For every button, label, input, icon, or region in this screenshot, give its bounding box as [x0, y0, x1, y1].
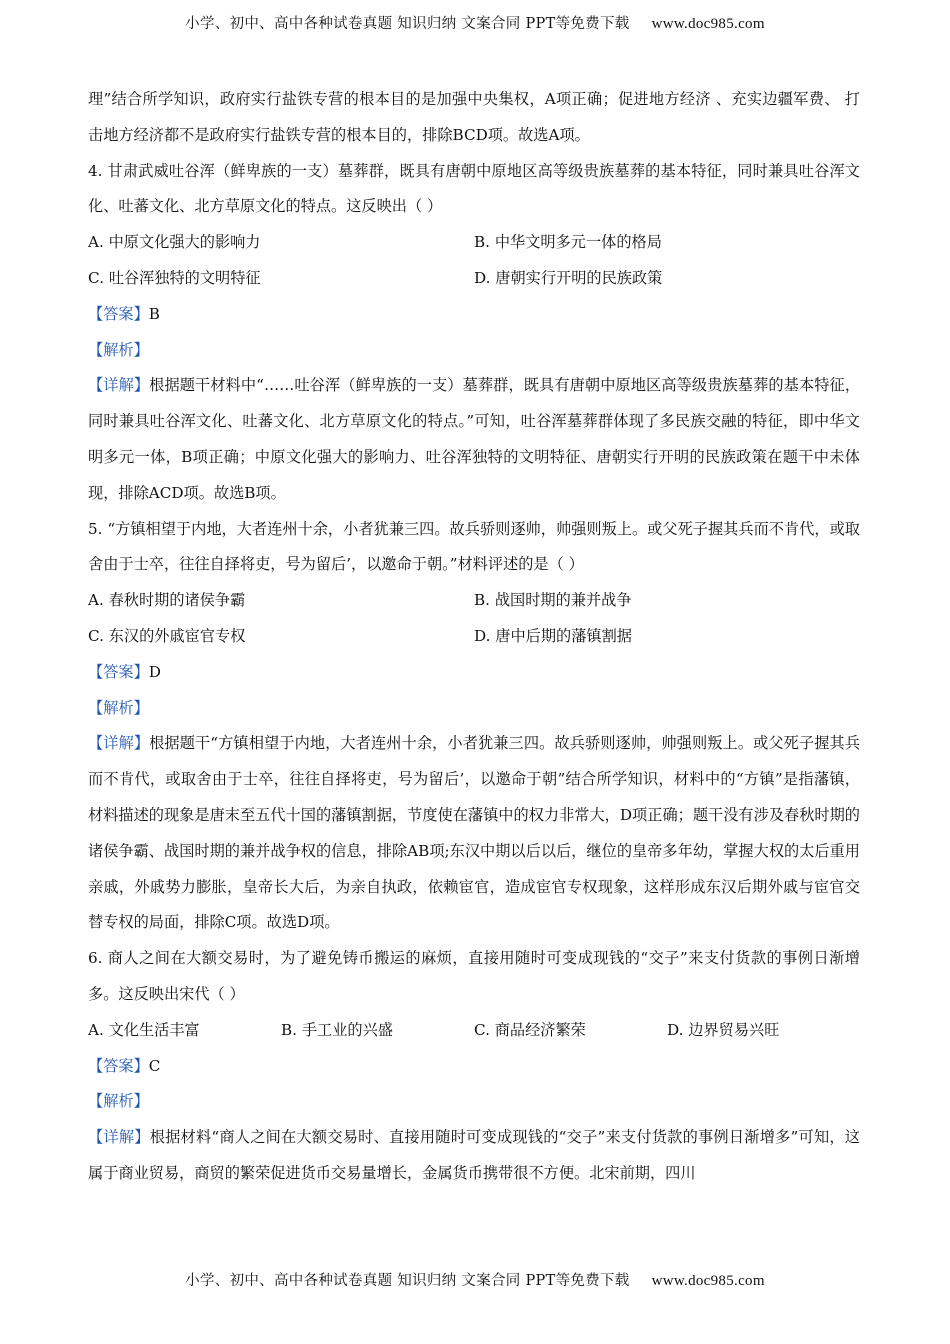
answer-value: C [148, 1056, 161, 1075]
page-header [0, 12, 950, 33]
option-b: B. 中华文明多元一体的格局 [474, 233, 662, 252]
footer-text: 小学、初中、高中各种试卷真题 知识归纳 文案合同 PPT等免费下载 [185, 1273, 630, 1289]
question-6-options [88, 1013, 860, 1049]
header-url-link[interactable]: www.doc985.com [651, 16, 765, 32]
option-c: C. 商品经济繁荣 [474, 1020, 586, 1039]
question-4-answer [88, 297, 860, 333]
detail-text: 根据题干“方镇相望于内地，大者连州十余，小者犹兼三四。故兵骄则逐帅，帅强则叛上。或父死子握其兵而不肯代，或取舍由于士卒，往往自择将吏，号为留后’，以邀命于朝”结合所学知识，材料中的“方镇”是指藩镇，材料描述的现象是唐末至五代十国的藩镇割据，节度使在藩镇中的权力非常大，D项正确；题干没有涉及春秋时期的诸侯争霸、战国时期的兼并战争权的信息，排除AB项;东汉中期以后以后，继位的皇帝多年幼，掌握大权的太后重用亲戚，外戚势力膨胀，皇帝长大后，为亲自执政，依赖宦官，造成宦官专权现象，这样形成东汉后期外戚与宦官交替专权的局面，排除C项。故选D项。 [88, 734, 861, 932]
option-d: D. 边界贸易兴旺 [667, 1020, 780, 1039]
detail-tag: 【详解】 [88, 734, 150, 753]
option-b: B. 战国时期的兼并战争 [474, 591, 632, 610]
question-5-analysis [88, 691, 860, 727]
option-c: C. 东汉的外戚宦官专权 [88, 626, 246, 645]
option-d: D. 唐朝实行开明的民族政策 [474, 268, 663, 287]
question-5-answer [88, 655, 860, 691]
detail-tag: 【详解】 [88, 376, 150, 395]
question-5-detail [88, 726, 860, 941]
footer-url-link[interactable]: www.doc985.com [651, 1273, 765, 1289]
answer-tag: 【答案】 [88, 1056, 149, 1075]
detail-text: 根据材料“商人之间在大额交易时、直接用随时可变成现钱的“交子”来支付货款的事例日渐增多”可知，这属于商业贸易，商贸的繁荣促进货币交易量增长，金属货币携带很不方便。北宋前期，四川 [88, 1128, 860, 1182]
question-4-detail [88, 368, 860, 511]
detail-text: 根据题干材料中“……吐谷浑（鲜卑族的一支）墓葬群，既具有唐朝中原地区高等级贵族墓葬的基本特征，同时兼具吐谷浑文化、吐蕃文化、北方草原文化的特点。”可知，吐谷浑墓葬群体现了多民族交融的特征，即中华文明多元一体，B项正确；中原文化强大的影响力、吐谷浑独特的文明特征、唐朝实行开明的民族政策在题干中未体现，排除ACD项。故选B项。 [88, 376, 860, 502]
option-a: A. 文化生活丰富 [88, 1020, 200, 1039]
question-6-answer [88, 1049, 860, 1085]
answer-tag: 【答案】 [88, 662, 149, 681]
analysis-tag: 【解析】 [88, 698, 149, 717]
question-5-stem: 5. “方镇相望于内地，大者连州十余，小者犹兼三四。故兵骄则逐帅，帅强则叛上。或父死子握其兵而不肯代，或取舍由于士卒，往往自择将吏，号为留后’，以邀命于朝。”材料评述的是（ ） [88, 519, 860, 574]
question-6-stem: 6. 商人之间在大额交易时，为了避免铸币搬运的麻烦，直接用随时可变成现钱的“交子”来支付货款的事例日渐增多。这反映出宋代（ ） [88, 949, 860, 1003]
analysis-tag: 【解析】 [88, 340, 149, 359]
question-6-analysis [88, 1084, 860, 1120]
question-4-stem: 4. 甘肃武威吐谷浑（鲜卑族的一支）墓葬群，既具有唐朝中原地区高等级贵族墓葬的基本特征，同时兼具吐谷浑文化、吐蕃文化、北方草原文化的特点。这反映出（ ） [88, 161, 860, 216]
question-6-detail [88, 1120, 860, 1192]
page-content [88, 82, 860, 1192]
answer-value: B [148, 304, 160, 323]
answer-value: D [148, 662, 161, 681]
question-4-analysis [88, 333, 860, 369]
option-a: A. 春秋时期的诸侯争霸 [88, 591, 246, 610]
question-5-options-row-2 [88, 619, 860, 655]
page-footer [0, 1269, 950, 1290]
answer-tag: 【答案】 [88, 304, 149, 323]
detail-tag: 【详解】 [88, 1128, 150, 1147]
option-c: C. 吐谷浑独特的文明特征 [88, 268, 261, 287]
option-b: B. 手工业的兴盛 [281, 1020, 393, 1039]
question-4-options-row-2 [88, 261, 860, 297]
option-d: D. 唐中后期的藩镇割据 [474, 626, 632, 645]
question-5-options [88, 583, 860, 619]
option-a: A. 中原文化强大的影响力 [88, 233, 261, 252]
question-4-options [88, 225, 860, 261]
analysis-tag: 【解析】 [88, 1092, 149, 1111]
header-text: 小学、初中、高中各种试卷真题 知识归纳 文案合同 PPT等免费下载 [185, 16, 630, 32]
intro-paragraph: 理”结合所学知识，政府实行盐铁专营的根本目的是加强中央集权，A项正确；促进地方经济 、充实边疆军费、 打击地方经济都不是政府实行盐铁专营的根本目的，排除BCD项。故选A项。 [88, 90, 860, 144]
